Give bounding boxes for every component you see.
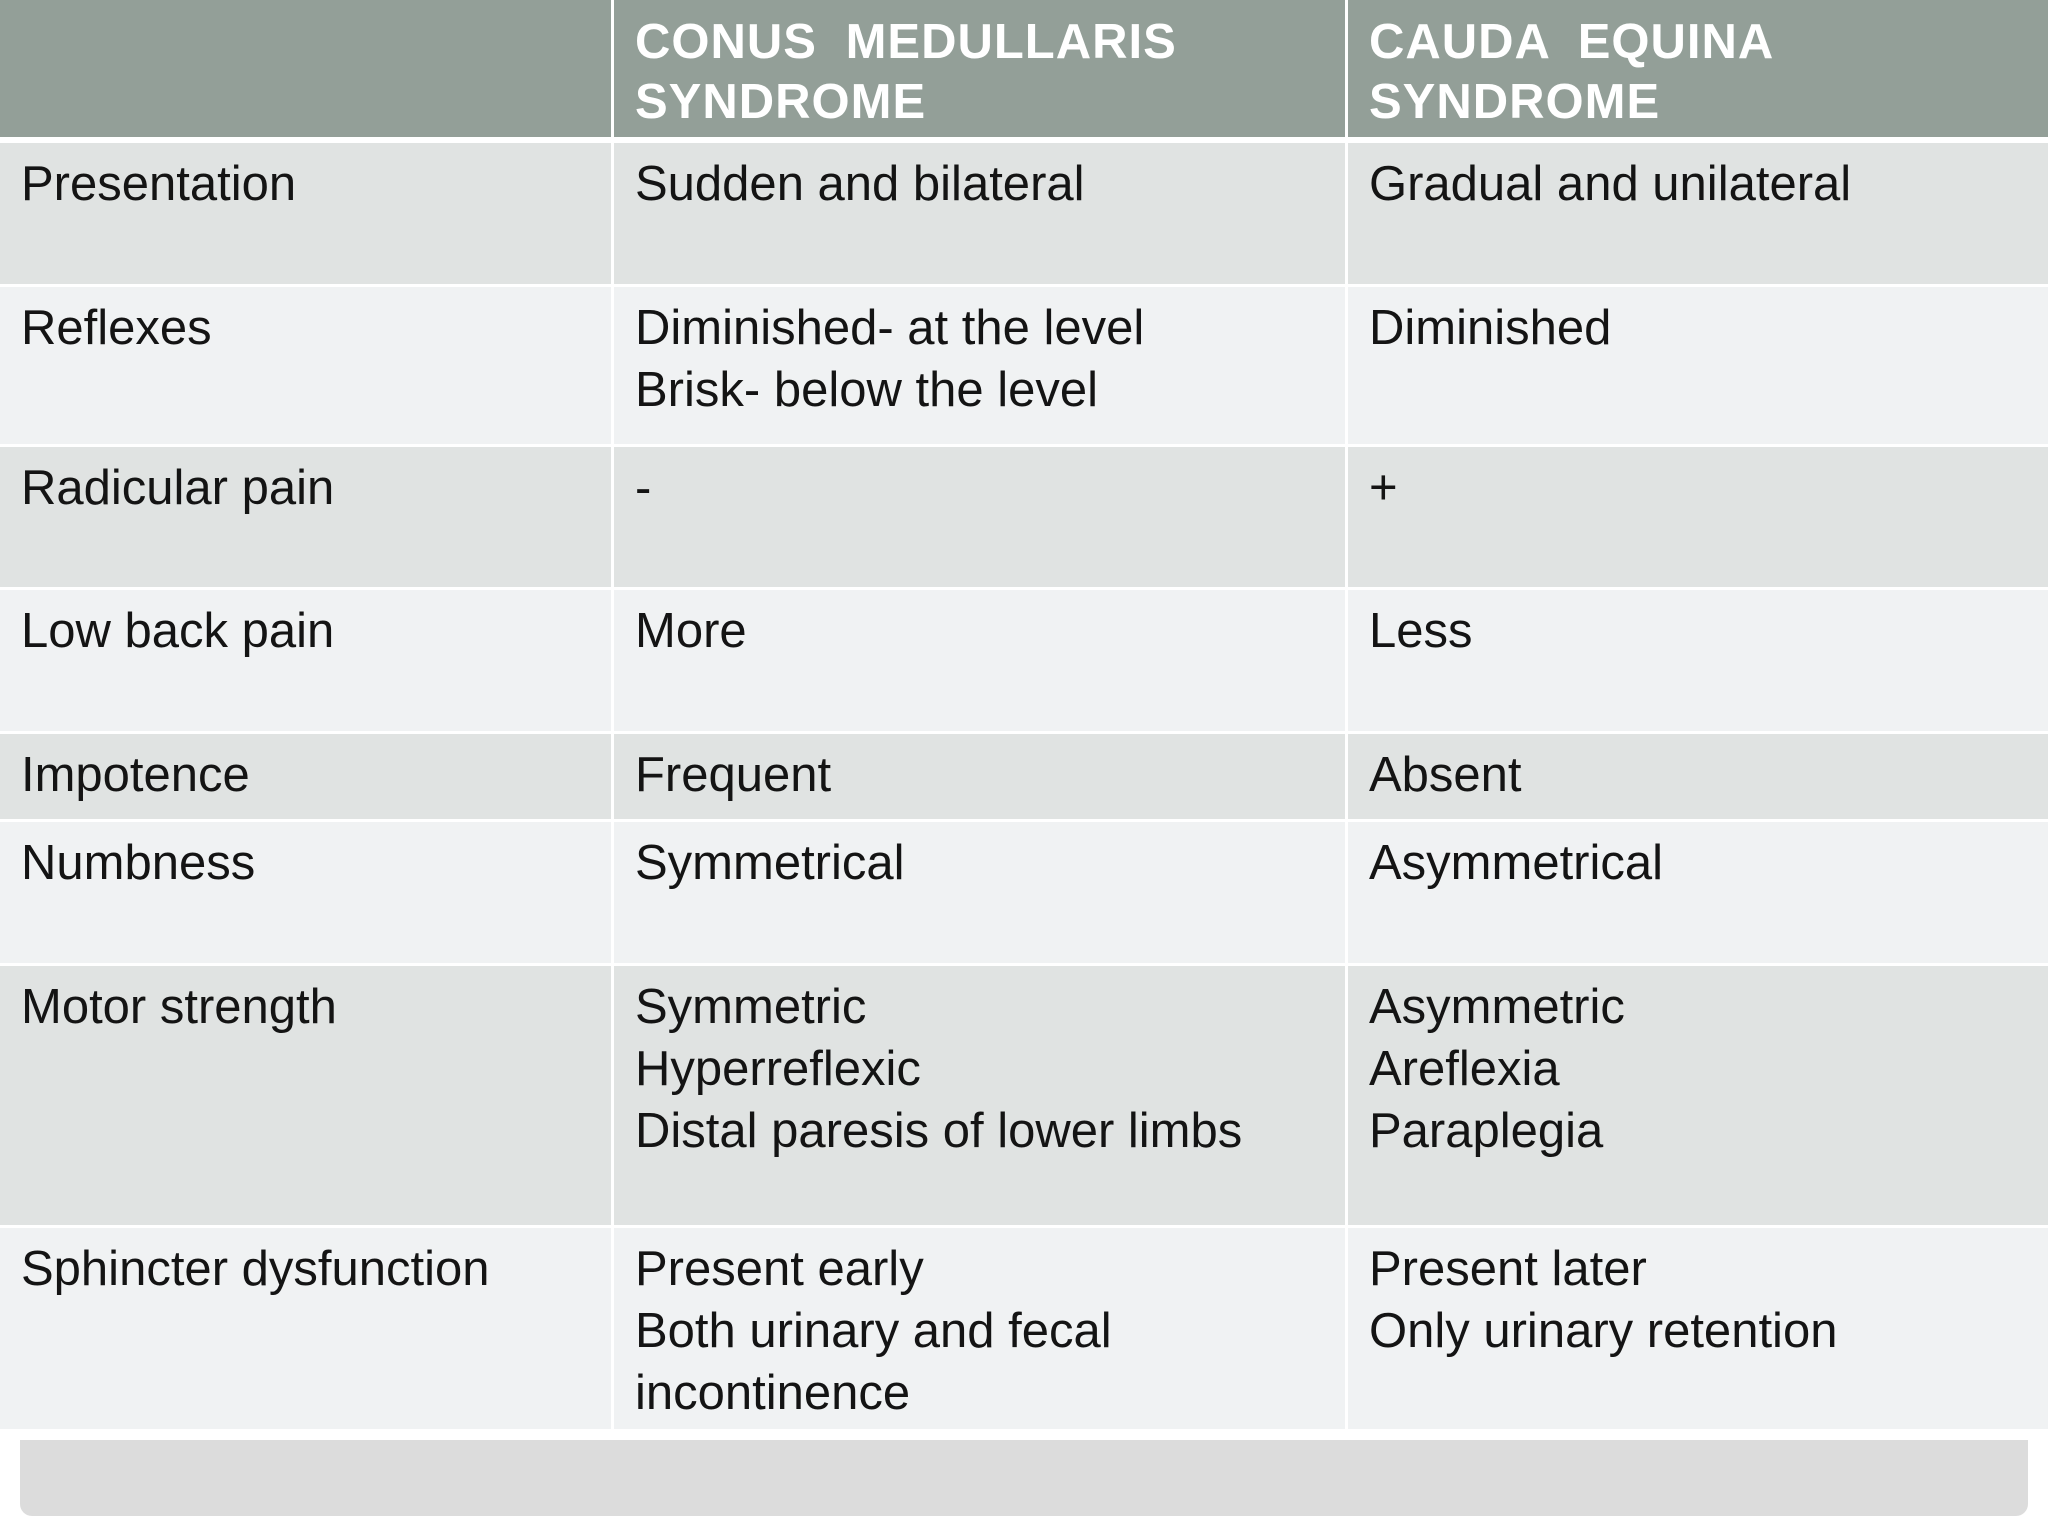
cauda-text: Only urinary retention (1369, 1304, 1838, 1358)
conus-cell (614, 734, 1348, 822)
table-row (0, 447, 2048, 590)
header-row (0, 0, 2048, 143)
cauda-text: + (1369, 461, 1398, 515)
conus-cell (614, 447, 1348, 590)
conus-text: - (635, 461, 652, 515)
feature-cell (0, 143, 614, 287)
cauda-cell (1348, 1228, 2048, 1432)
feature-label: Presentation (21, 157, 297, 211)
conus-text: Both urinary and fecal incontinence (635, 1304, 1112, 1420)
table-row (0, 1228, 2048, 1432)
conus-text: Hyperreflexic (635, 1042, 921, 1096)
cauda-text: Paraplegia (1369, 1104, 1604, 1158)
feature-cell (0, 822, 614, 966)
feature-label: Motor strength (21, 980, 337, 1034)
header-cell-conus (614, 0, 1348, 143)
cauda-cell (1348, 966, 2048, 1228)
table-row (0, 822, 2048, 966)
table-row (0, 966, 2048, 1228)
table-row (0, 734, 2048, 822)
conus-cell (614, 287, 1348, 447)
conus-text: Present early (635, 1242, 924, 1296)
conus-cell (614, 966, 1348, 1228)
cauda-cell (1348, 447, 2048, 590)
cauda-text: Less (1369, 604, 1473, 658)
table-row (0, 287, 2048, 447)
slide-footer-bar (20, 1440, 2028, 1516)
header-cell-feature (0, 0, 614, 143)
cauda-cell (1348, 590, 2048, 734)
cauda-text: Present later (1369, 1242, 1647, 1296)
feature-cell (0, 287, 614, 447)
cauda-text: Diminished (1369, 301, 1612, 355)
feature-label: Low back pain (21, 604, 335, 658)
feature-cell (0, 590, 614, 734)
conus-text: Brisk- below the level (635, 363, 1098, 417)
cauda-cell (1348, 143, 2048, 287)
conus-text: Frequent (635, 748, 832, 802)
feature-label: Sphincter dysfunction (21, 1242, 490, 1296)
conus-text: Symmetric (635, 980, 867, 1034)
header-conus-label: CONUS MEDULLARIS SYNDROME (635, 15, 1177, 129)
conus-text: Distal paresis of lower limbs (635, 1104, 1243, 1158)
feature-label: Reflexes (21, 301, 212, 355)
cauda-text: Gradual and unilateral (1369, 157, 1852, 211)
feature-cell (0, 1228, 614, 1432)
conus-text: Diminished- at the level (635, 301, 1145, 355)
table-row (0, 590, 2048, 734)
cauda-text: Absent (1369, 748, 1522, 802)
cauda-text: Asymmetric (1369, 980, 1625, 1034)
conus-cell (614, 590, 1348, 734)
conus-cell (614, 822, 1348, 966)
cauda-text: Asymmetrical (1369, 836, 1664, 890)
header-cauda-label: CAUDA EQUINA SYNDROME (1369, 15, 1773, 129)
cauda-text: Areflexia (1369, 1042, 1560, 1096)
header-cell-cauda (1348, 0, 2048, 143)
conus-cell (614, 143, 1348, 287)
cauda-cell (1348, 822, 2048, 966)
feature-label: Impotence (21, 748, 250, 802)
conus-text: Symmetrical (635, 836, 905, 890)
feature-cell (0, 966, 614, 1228)
conus-cell (614, 1228, 1348, 1432)
conus-text: More (635, 604, 747, 658)
feature-cell (0, 447, 614, 590)
conus-text: Sudden and bilateral (635, 157, 1085, 211)
feature-cell (0, 734, 614, 822)
table-row (0, 143, 2048, 287)
feature-label: Numbness (21, 836, 256, 890)
cauda-cell (1348, 287, 2048, 447)
feature-label: Radicular pain (21, 461, 335, 515)
cauda-cell (1348, 734, 2048, 822)
